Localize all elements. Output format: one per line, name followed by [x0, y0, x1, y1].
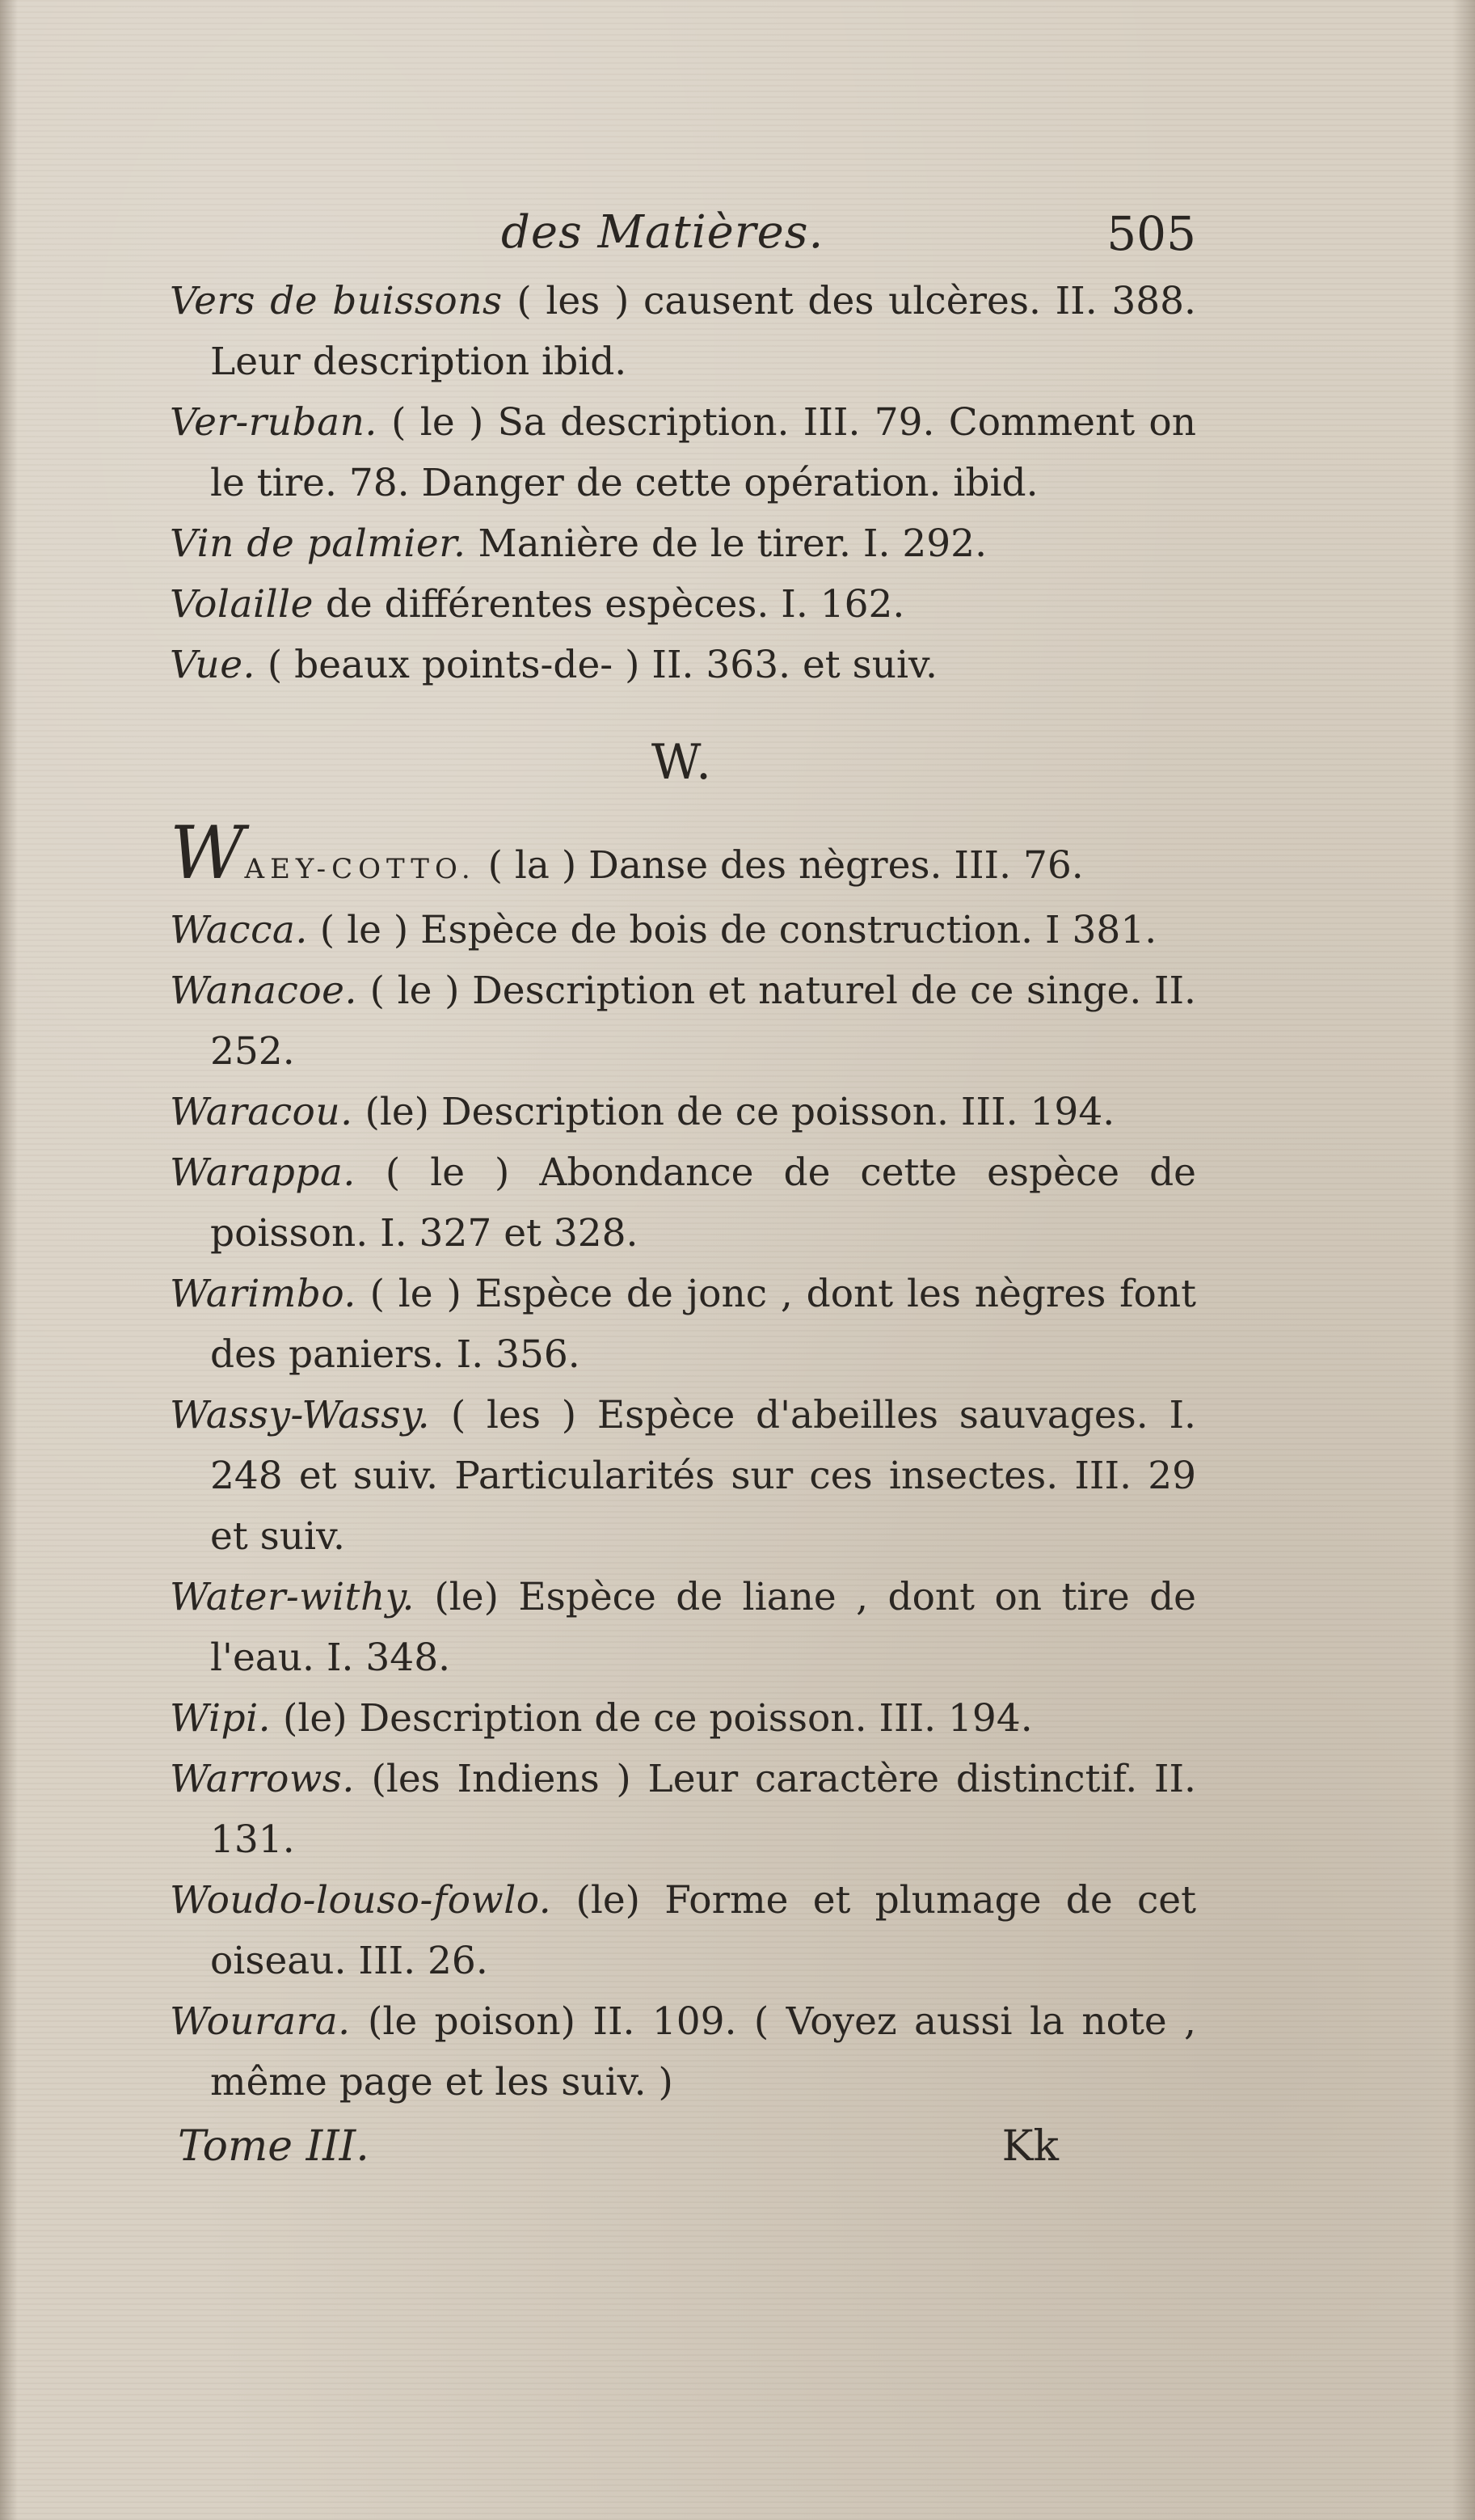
entry-keyword: Wanacoe.	[170, 969, 357, 1013]
entry-text: (le) Forme et plumage de cet oiseau. III. 26.	[210, 1878, 1196, 1983]
entry-text: ( le ) Sa description. III. 79. Comment on le tire. 78. Danger de cette opération. ibid.	[210, 400, 1196, 505]
index-entry	[170, 1749, 1196, 1870]
entry-keyword: Wassy-Wassy.	[170, 1393, 431, 1437]
volume-label: Tome III.	[178, 2122, 369, 2171]
index-entry	[170, 960, 1196, 1082]
entry-text: Manière de le tirer. I. 292.	[466, 521, 988, 566]
index-entry	[170, 1688, 1196, 1749]
index-entry	[170, 1991, 1196, 2113]
index-entry	[170, 1870, 1196, 1991]
entry-keyword: Warrows.	[170, 1757, 355, 1801]
page-footer	[170, 2122, 1196, 2195]
entry-keyword: Vin de palmier.	[170, 521, 466, 566]
index-entry	[170, 900, 1196, 960]
index-entries-w	[170, 811, 1196, 2113]
entry-text: ( beaux points-de- ) II. 363. et suiv.	[255, 643, 938, 687]
entry-keyword: Vers de buissons	[170, 279, 503, 323]
section-letter-heading: W.	[651, 734, 715, 791]
entry-keyword: Wacca.	[170, 908, 308, 952]
entry-keyword: Water-withy.	[170, 1575, 415, 1619]
entry-text: (les Indiens ) Leur caractère distinctif. II. 131.	[210, 1757, 1196, 1862]
entry-text: ( les ) Espèce d'abeilles sauvages. I. 248 et suiv. Particularités sur ces insectes. III. 29 et suiv.	[210, 1393, 1196, 1559]
entry-keyword: Woudo-louso-fowlo.	[170, 1878, 552, 1923]
entry-text: (le) Description de ce poisson. III. 194.	[271, 1696, 1033, 1741]
index-entry-lead	[170, 811, 1196, 900]
entry-keyword: Ver-ruban.	[170, 400, 377, 445]
lead-keyword-rest: AEY-COTTO.	[244, 853, 476, 885]
entry-text: (le) Espèce de liane , dont on tire de l'eau. I. 348.	[210, 1575, 1196, 1680]
entry-text: ( la ) Danse des nègres. III. 76.	[475, 843, 1084, 888]
index-entry	[170, 1082, 1196, 1142]
entry-keyword: Waracou.	[170, 1090, 353, 1134]
index-entry	[170, 392, 1196, 513]
page-edge-shadow-right	[1452, 0, 1475, 2520]
entry-text: de différentes espèces. I. 162.	[313, 582, 905, 627]
page-number: 505	[1106, 206, 1196, 261]
index-entry	[170, 1142, 1196, 1264]
entry-keyword: Volaille	[170, 582, 314, 627]
entry-keyword: Wipi.	[170, 1696, 272, 1741]
entry-text: (le poison) II. 109. ( Voyez aussi la note , même page et les suiv. )	[210, 1999, 1196, 2104]
index-entry	[170, 271, 1196, 392]
entry-keyword: Wourara.	[170, 1999, 351, 2044]
index-entry	[170, 1567, 1196, 1688]
index-entry	[170, 1385, 1196, 1567]
running-head: des Matières.	[501, 206, 824, 259]
entry-keyword: Vue.	[170, 643, 255, 687]
index-entry	[170, 574, 1196, 635]
entry-text: ( le ) Abondance de cette espèce de poisson. I. 327 et 328.	[210, 1150, 1196, 1256]
entry-text: (le) Description de ce poisson. III. 194.	[352, 1090, 1115, 1134]
entry-keyword: Warimbo.	[170, 1272, 356, 1316]
entry-text: ( le ) Espèce de bois de construction. I 381.	[307, 908, 1157, 952]
drop-initial: W	[170, 811, 245, 896]
entry-text: ( les ) causent des ulcères. II. 388. Leur description ibid.	[210, 279, 1196, 384]
entry-text: ( le ) Espèce de jonc , dont les nègres font des paniers. I. 356.	[210, 1272, 1196, 1377]
index-entries-v	[170, 271, 1196, 695]
index-entry	[170, 635, 1196, 695]
entry-text: ( le ) Description et naturel de ce singe. II. 252.	[210, 969, 1196, 1074]
index-entry	[170, 513, 1196, 574]
page-edge-shadow-left	[0, 0, 18, 2520]
gathering-signature: Kk	[1001, 2122, 1059, 2171]
page-header	[170, 206, 1196, 271]
book-page	[170, 206, 1196, 2195]
index-entry	[170, 1264, 1196, 1385]
entry-keyword: Warappa.	[170, 1150, 356, 1195]
